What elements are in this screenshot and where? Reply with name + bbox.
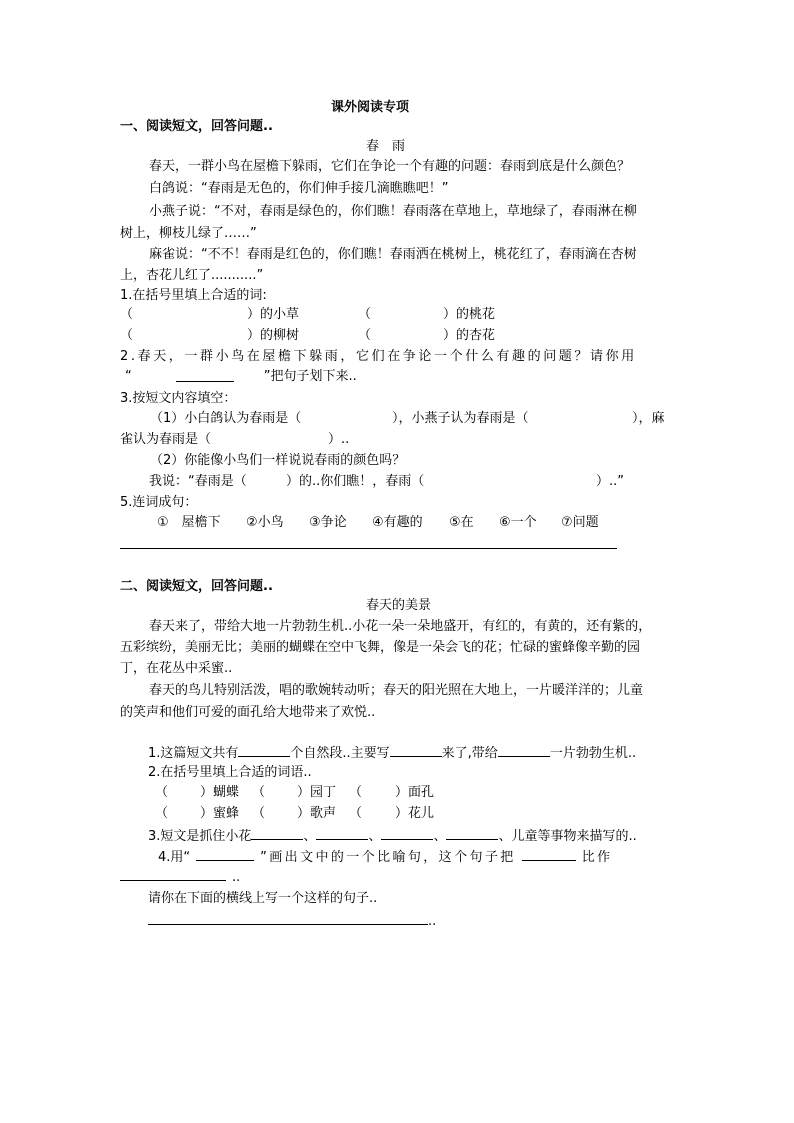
q4-text-a: 4.用“ [158, 850, 191, 865]
question5-prompt: 5.连词成句： [120, 495, 198, 510]
q1-text-d: 一片勃勃生机.. [549, 746, 637, 761]
q3-blank-1[interactable] [251, 827, 303, 840]
q3-2-text-b: ）的..你们瞧！，春雨（ [286, 474, 425, 489]
q1-item-willow: ）的柳树 [247, 328, 300, 343]
story1-paragraph4-line1: 麻雀说：“不不！春雨是红色的，你们瞧！春雨洒在桃树上，桃花红了，春雨滴在杏树 [149, 247, 637, 262]
s2-q2-face: ）面孔 [395, 785, 435, 800]
s2-q2-paren-open: （ [155, 785, 169, 800]
q4-blank-2[interactable] [120, 868, 226, 881]
question2-line2 [125, 368, 357, 386]
q3-1-text-c: ），麻 [632, 411, 665, 426]
q5-word-interesting: ④有趣的 [372, 515, 423, 530]
q1-item-grass: ）的小草 [247, 307, 300, 322]
q3-sep: 、 [433, 829, 447, 844]
s2-q2-song: ）歌声 [297, 806, 337, 821]
story1-paragraph4-line2: 上，杏花儿红了...........” [120, 268, 264, 283]
q5-end: .. [428, 914, 437, 929]
close-quote: ”把句子划下来.. [263, 369, 357, 384]
q5-answer-line[interactable] [148, 912, 428, 925]
question3-prompt: 3.按短文内容填空： [120, 391, 237, 406]
q3-blank-4[interactable] [446, 827, 498, 840]
q3-2-text-a: 我说：“春雨是（ [149, 474, 247, 489]
q1-text-b: 个自然段..主要写 [290, 746, 390, 761]
q1-paren-open: （ [358, 328, 372, 343]
q3-2-text-c: ）..” [596, 474, 624, 489]
q1-text-a: 1.这篇短文共有 [148, 746, 239, 761]
q3-1-text-d: 雀认为春雨是（ [120, 432, 212, 447]
s2-question5-answer [148, 912, 436, 931]
page-title: 课外阅读专项 [331, 100, 410, 115]
answer-line [120, 548, 617, 549]
q5-word-eaves: ① 屋檐下 [157, 515, 221, 530]
s2-q2-bee: ）蜜蜂 [200, 806, 240, 821]
q4-blank-1[interactable] [522, 848, 576, 861]
story2-paragraph2-line1: 春天的鸟儿特别活泼，唱的歌婉转动听；春天的阳光照在大地上，一片暖洋洋的；儿童 [149, 683, 644, 698]
q5-word-bird: ②小鸟 [246, 515, 284, 530]
question2-line1: 2.春天，一群小鸟在屋檐下躲雨，它们在争论一个什么有趣的问题？请你用 [120, 349, 637, 364]
s2-q2-paren-open: （ [252, 806, 266, 821]
q5-word-question: ⑦问题 [561, 515, 599, 530]
q1-item-apricot: ）的杏花 [443, 328, 496, 343]
open-quote: “ [125, 369, 132, 384]
q3-1-text-e: ）.. [328, 432, 350, 447]
s2-question5-prompt: 请你在下面的横线上写一个这样的句子.. [148, 891, 378, 906]
dash-mark [176, 372, 234, 382]
story2-paragraph1-line1: 春天来了，带给大地一片勃勃生机..小花一朵一朵地盛开，有红的，有黄的，还有紫的， [149, 619, 652, 634]
story1-paragraph3-line1: 小燕子说：“不对，春雨是绿色的，你们瞧！春雨落在草地上，草地绿了，春雨淋在柳 [149, 204, 637, 219]
s2-q2-paren-open: （ [349, 785, 363, 800]
q3-2-prompt: （2）你能像小鸟们一样说说春雨的颜色吗？ [150, 453, 406, 468]
s2-q2-gardener: ）园丁 [297, 785, 337, 800]
q4-text-d: .. [232, 870, 241, 885]
q3-blank-2[interactable] [316, 827, 368, 840]
s2-q2-flower: ）花儿 [395, 806, 435, 821]
q1-text-c: 来了,带给 [441, 746, 498, 761]
s2-q2-butterfly: ）蝴蝶 [200, 785, 240, 800]
q1-blank-2[interactable] [390, 744, 442, 757]
story1-paragraph1: 春天，一群小鸟在屋檐下躲雨，它们在争论一个有趣的问题：春雨到底是什么颜色？ [149, 159, 631, 174]
q3-1-text-b: ），小燕子认为春雨是（ [392, 411, 529, 426]
q4-text-c: 比作 [581, 850, 613, 865]
q3-sep: 、 [368, 829, 382, 844]
s2-question4-line1 [158, 848, 613, 867]
q1-blank-3[interactable] [498, 744, 550, 757]
s2-question2-prompt: 2.在括号里填上合适的词语.. [148, 765, 312, 780]
story2-title: 春天的美景 [366, 598, 432, 613]
q4-blank-quote[interactable] [196, 848, 254, 861]
s2-q2-paren-open: （ [252, 785, 266, 800]
s2-q2-paren-open: （ [155, 806, 169, 821]
s2-question1 [148, 744, 636, 763]
q1-paren-open: （ [358, 307, 372, 322]
q3-text-end: 、儿童等事物来描写的.. [498, 829, 637, 844]
q3-sep: 、 [303, 829, 317, 844]
s2-question3 [148, 827, 637, 846]
s2-q2-paren-open: （ [349, 806, 363, 821]
q1-paren-open: （ [120, 328, 134, 343]
section1-heading: 一、阅读短文，回答问题.. [120, 119, 273, 134]
story1-paragraph3-line2: 树上，柳枝儿绿了……” [120, 226, 257, 241]
story1-title: 春 雨 [366, 139, 406, 154]
q1-blank-1[interactable] [238, 744, 290, 757]
q5-word-argue: ③争论 [309, 515, 347, 530]
question1-prompt: 1.在括号里填上合适的词: [120, 288, 267, 303]
story2-paragraph1-line3: 丁，在花丛中采蜜.. [120, 661, 233, 676]
q3-text-a: 3.短文是抓住小花 [148, 829, 252, 844]
q1-paren-open: （ [120, 307, 134, 322]
q3-1-text-a: （1）小白鸽认为春雨是（ [150, 411, 302, 426]
story2-paragraph1-line2: 五彩缤纷，美丽无比；美丽的蝴蝶在空中飞舞，像是一朵会飞的花；忙碌的蜜蜂像辛勤的园 [120, 640, 641, 655]
story2-paragraph2-line2: 的笑声和他们可爱的面孔给大地带来了欢悦.. [120, 705, 376, 720]
q4-text-b: ”画出文中的一个比喻句，这个句子把 [260, 850, 516, 865]
q5-word-one: ⑥一个 [499, 515, 537, 530]
q5-word-at: ⑤在 [449, 515, 474, 530]
q3-blank-3[interactable] [381, 827, 433, 840]
story1-paragraph2: 白鸽说：“春雨是无色的，你们伸手接几滴瞧瞧吧！” [149, 181, 449, 196]
q1-item-peach: ）的桃花 [443, 307, 496, 322]
section2-heading: 二、阅读短文，回答问题.. [120, 579, 273, 594]
s2-question4-line2 [120, 868, 240, 887]
